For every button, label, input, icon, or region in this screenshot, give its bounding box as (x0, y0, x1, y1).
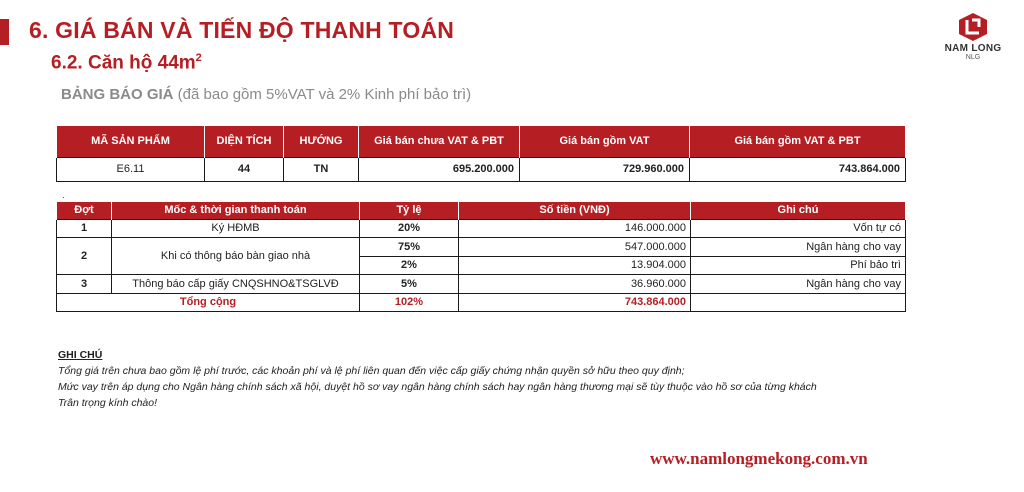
header-note: Ghi chú (691, 202, 906, 219)
header-milestone: Mốc & thời gian thanh toán (112, 202, 360, 219)
price-no-vat: 695.200.000 (359, 157, 520, 181)
subsection-title-text: 6.2. Căn hộ 44m (51, 52, 196, 74)
notes-title: GHI CHÚ (58, 349, 103, 361)
note-line: Mức vay trên áp dụng cho Ngân hàng chính sách xã hội, duyệt hồ sơ vay ngân hàng chính sách hay ngân hàng thương mại sẽ tùy thuộc vào hồ sơ của từng khách (58, 381, 817, 393)
area: 44 (205, 157, 284, 181)
header-price-vat-pbt: Giá bán gồm VAT & PBT (690, 126, 906, 157)
header-price-vat: Giá bán gồm VAT (520, 126, 690, 157)
price-table-row (57, 157, 906, 181)
header-price-no-vat: Giá bán chưa VAT & PBT (359, 126, 520, 157)
amount: 13.904.000 (459, 256, 691, 275)
total-note (691, 293, 906, 312)
subsection-title-sup: 2 (195, 52, 202, 64)
price-vat: 729.960.000 (520, 157, 690, 181)
website-link[interactable]: www.namlongmekong.com.vn (650, 449, 868, 468)
separator-dot: . (62, 190, 65, 201)
quote-title-rest: (đã bao gồm 5%VAT và 2% Kinh phí bảo trì) (177, 86, 472, 103)
milestone: Ký HĐMB (112, 219, 360, 238)
quote-title (61, 86, 471, 103)
quote-title-bold: BẢNG BÁO GIÁ (61, 86, 174, 103)
header-phase: Đợt (57, 202, 112, 219)
nam-long-logo-icon (957, 12, 989, 42)
ratio: 5% (360, 275, 459, 294)
direction: TN (284, 157, 359, 181)
section-accent-bar (0, 19, 9, 45)
brand-sub: NLG (965, 54, 981, 61)
ratio: 2% (360, 256, 459, 275)
phase: 2 (57, 238, 112, 275)
total-ratio: 102% (360, 293, 459, 312)
note: Ngân hàng cho vay (691, 238, 906, 257)
price-table (56, 126, 906, 182)
header-direction: HƯỚNG (284, 126, 359, 157)
ratio: 20% (360, 219, 459, 238)
header-amount: Số tiền (VNĐ) (459, 202, 691, 219)
header-ratio: Tỷ lệ (360, 202, 459, 219)
section-title: 6. GIÁ BÁN VÀ TIẾN ĐỘ THANH TOÁN (29, 17, 455, 43)
milestone: Khi có thông báo bàn giao nhà (112, 238, 360, 275)
amount: 547.000.000 (459, 238, 691, 257)
payment-schedule-table (56, 202, 906, 312)
note-line: Trân trọng kính chào! (58, 397, 158, 409)
ratio: 75% (360, 238, 459, 257)
amount: 36.960.000 (459, 275, 691, 294)
note: Vốn tự có (691, 219, 906, 238)
header-product-code: MÃ SẢN PHẨM (57, 126, 205, 157)
note: Ngân hàng cho vay (691, 275, 906, 294)
notes-section (58, 347, 817, 411)
price-vat-pbt: 743.864.000 (690, 157, 906, 181)
milestone: Thông báo cấp giấy CNQSHNO&TSGLVĐ (112, 275, 360, 294)
subsection-title (51, 52, 202, 74)
phase: 3 (57, 275, 112, 294)
payment-table-header (57, 202, 906, 219)
note-line: Tổng giá trên chưa bao gồm lệ phí trước, các khoản phí và lệ phí liên quan đến việc cấp giấy chứng nhận quyền sở hữu theo quy định; (58, 365, 685, 377)
table-row (57, 238, 906, 257)
phase: 1 (57, 219, 112, 238)
brand-name: NAM LONG (944, 43, 1002, 54)
total-label: Tổng cộng (57, 293, 360, 312)
table-row (57, 275, 906, 294)
amount: 146.000.000 (459, 219, 691, 238)
table-row (57, 219, 906, 238)
brand-logo (936, 12, 1010, 70)
total-amount: 743.864.000 (459, 293, 691, 312)
product-code: E6.11 (57, 157, 205, 181)
total-row (57, 293, 906, 312)
price-table-header (57, 126, 906, 157)
note: Phí bảo trì (691, 256, 906, 275)
header-area: DIỆN TÍCH (205, 126, 284, 157)
